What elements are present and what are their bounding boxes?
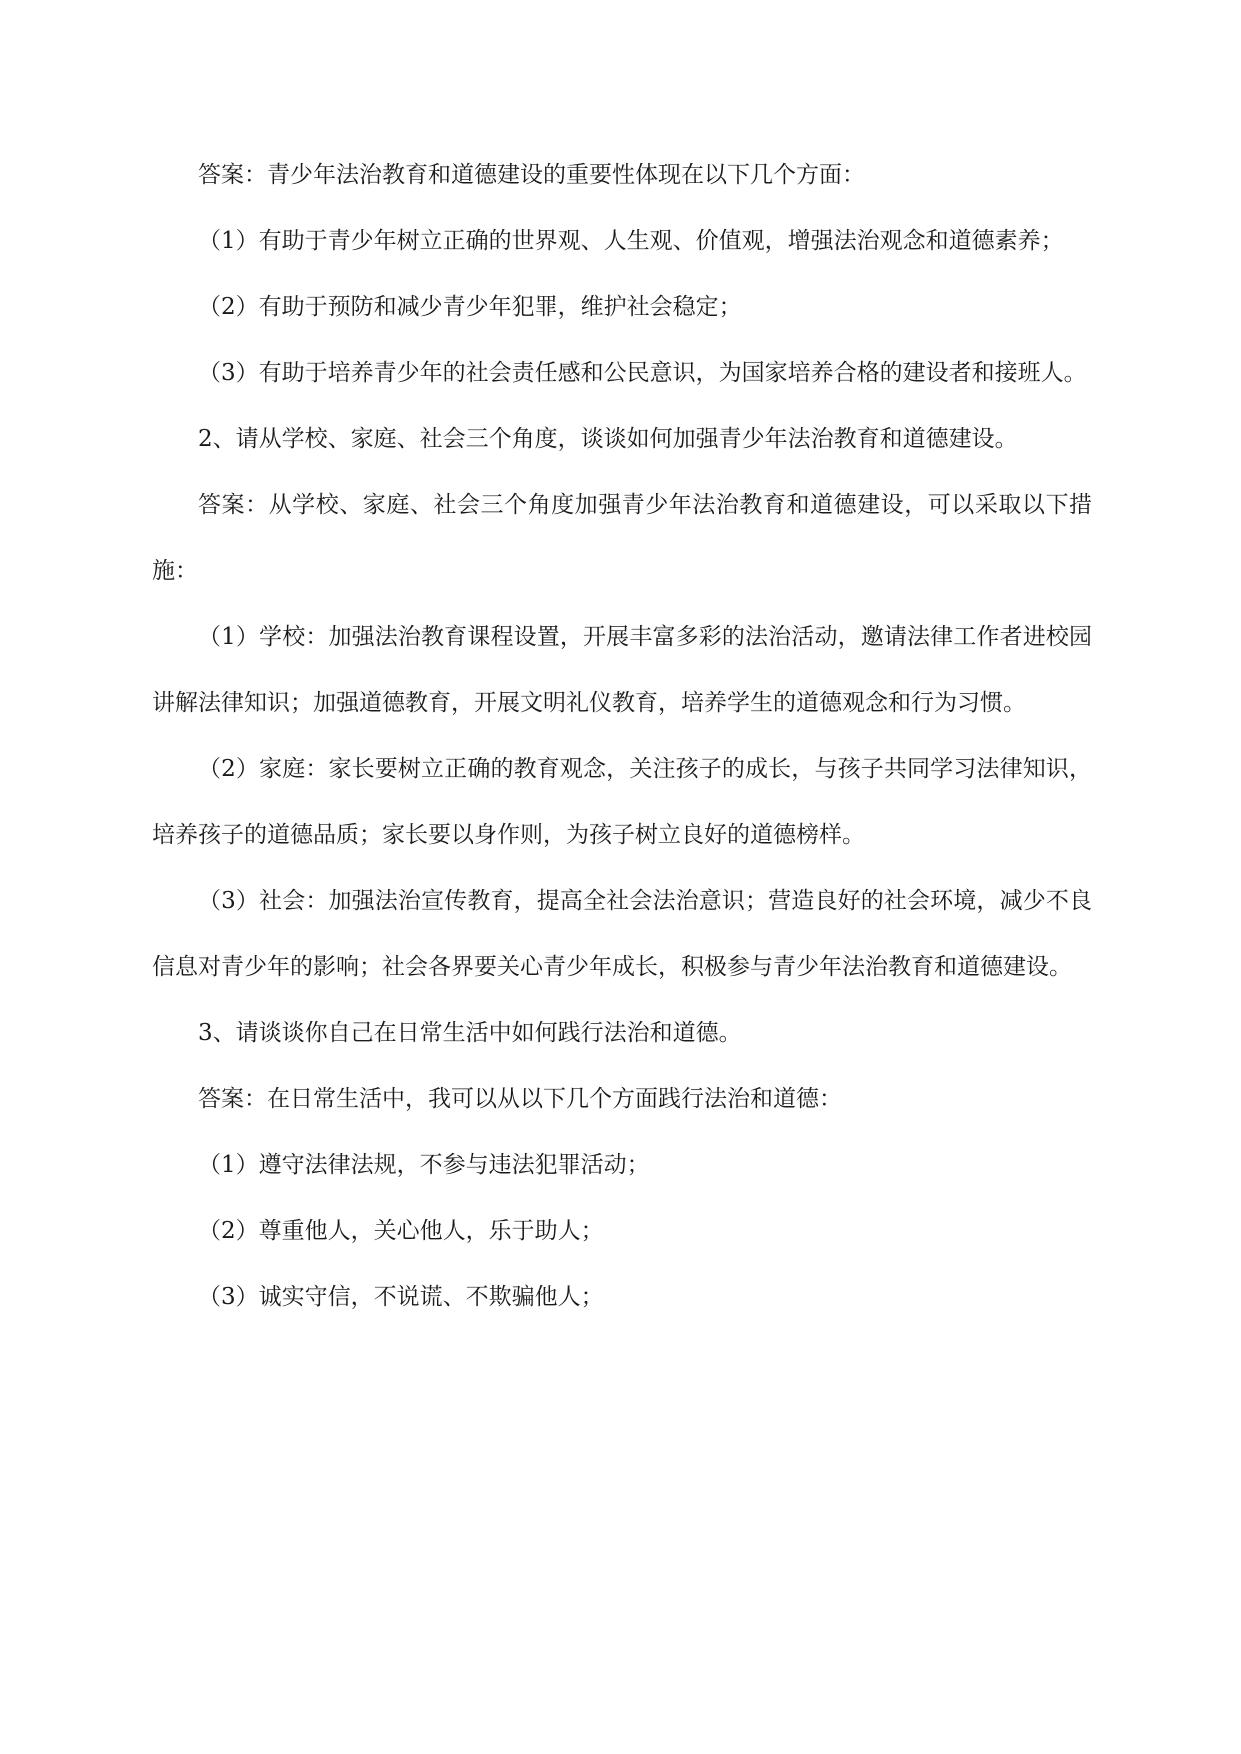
answer-intro-practice: 答案：在日常生活中，我可以从以下几个方面践行法治和道德： <box>198 1086 842 1112</box>
answer-intro-measures: 答案：从学校、家庭、社会三个角度加强青少年法治教育和道德建设，可以采取以下措施： <box>152 492 1092 584</box>
question-3: 3、请谈谈你自己在日常生活中如何践行法治和道德。 <box>198 1020 742 1046</box>
question-2: 2、请从学校、家庭、社会三个角度，谈谈如何加强青少年法治教育和道德建设。 <box>198 426 1018 452</box>
answer-point-3: （3）有助于培养青少年的社会责任感和公民意识，为国家培养合格的建设者和接班人。 <box>198 360 1087 386</box>
practice-point-1: （1）遵守法律法规，不参与违法犯罪活动； <box>198 1152 650 1178</box>
answer-intro-importance: 答案：青少年法治教育和道德建设的重要性体现在以下几个方面： <box>198 162 865 188</box>
practice-point-2: （2）尊重他人，关心他人，乐于助人； <box>198 1218 604 1244</box>
answer-point-2: （2）有助于预防和减少青少年犯罪，维护社会稳定； <box>198 294 742 320</box>
practice-point-3: （3）诚实守信，不说谎、不欺骗他人； <box>198 1284 604 1310</box>
measure-family: （2）家庭：家长要树立正确的教育观念，关注孩子的成长，与孩子共同学习法律知识，培养孩子的道德品质；家长要以身作则，为孩子树立良好的道德榜样。 <box>152 756 1092 848</box>
document-body <box>152 142 1092 1330</box>
measure-school: （1）学校：加强法治教育课程设置，开展丰富多彩的法治活动，邀请法律工作者进校园讲解法律知识；加强道德教育，开展文明礼仪教育，培养学生的道德观念和行为习惯。 <box>152 624 1092 716</box>
measure-society: （3）社会：加强法治宣传教育，提高全社会法治意识；营造良好的社会环境，减少不良信息对青少年的影响；社会各界要关心青少年成长，积极参与青少年法治教育和道德建设。 <box>152 888 1092 980</box>
answer-point-1: （1）有助于青少年树立正确的世界观、人生观、价值观，增强法治观念和道德素养； <box>198 228 1064 254</box>
